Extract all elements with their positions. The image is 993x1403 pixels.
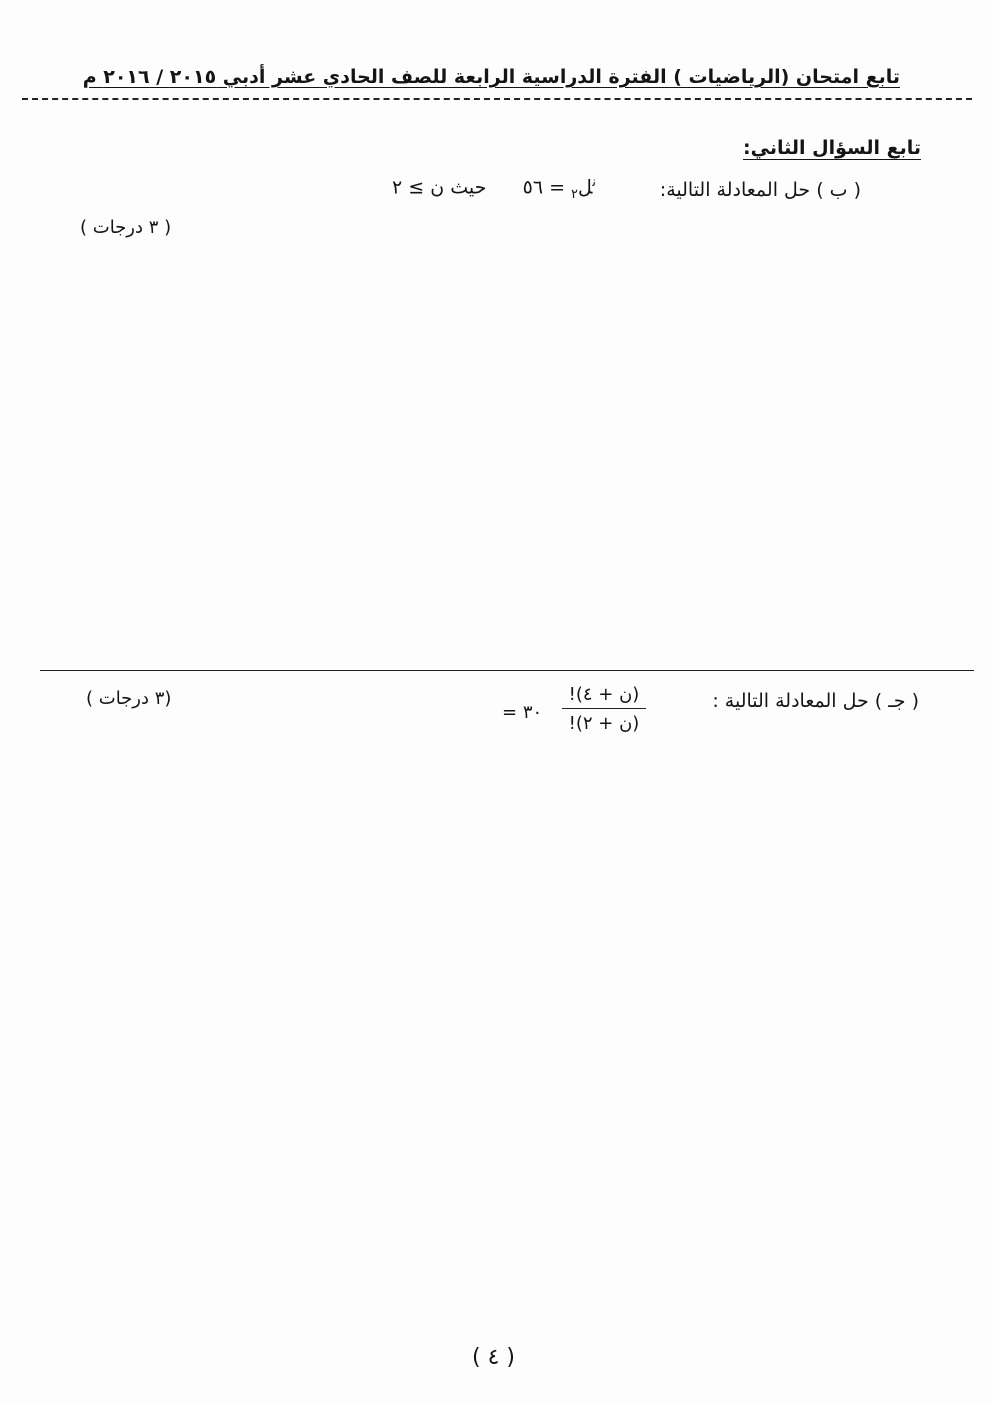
fraction-denominator: (ن + ٢)!: [568, 713, 640, 734]
permutation-r: ٢: [571, 187, 579, 203]
equation-condition: حيث ن ≥ ٢: [392, 176, 487, 199]
section-divider: [40, 670, 974, 671]
permutation-n: ن: [592, 175, 597, 190]
question-c-label: ( جـ ) حل المعادلة التالية :: [712, 690, 919, 712]
section-title: تابع السؤال الثاني:: [743, 137, 921, 159]
exam-header-title: تابع امتحان (الرياضيات ) الفترة الدراسية الرابعة للصف الحادي عشر أدبي ٢٠١٥ / ٢٠١٦ م: [82, 66, 900, 88]
permutation-symbol: ل: [578, 176, 593, 199]
header-dashed-line: [22, 98, 972, 100]
question-b-marks: ( ٣ درجات ): [80, 217, 172, 238]
page-number: ( ٤ ): [472, 1345, 515, 1370]
fraction-numerator: (ن + ٤)!: [562, 684, 646, 709]
question-c-fraction: [562, 684, 646, 734]
question-c-rhs: = ٣٠: [502, 702, 543, 723]
question-c-marks: (٣ درجات ): [86, 688, 172, 709]
question-b-equation: [392, 175, 596, 202]
equation-rhs: = ٥٦: [522, 176, 565, 199]
question-b-label: ( ب ) حل المعادلة التالية:: [659, 179, 861, 201]
